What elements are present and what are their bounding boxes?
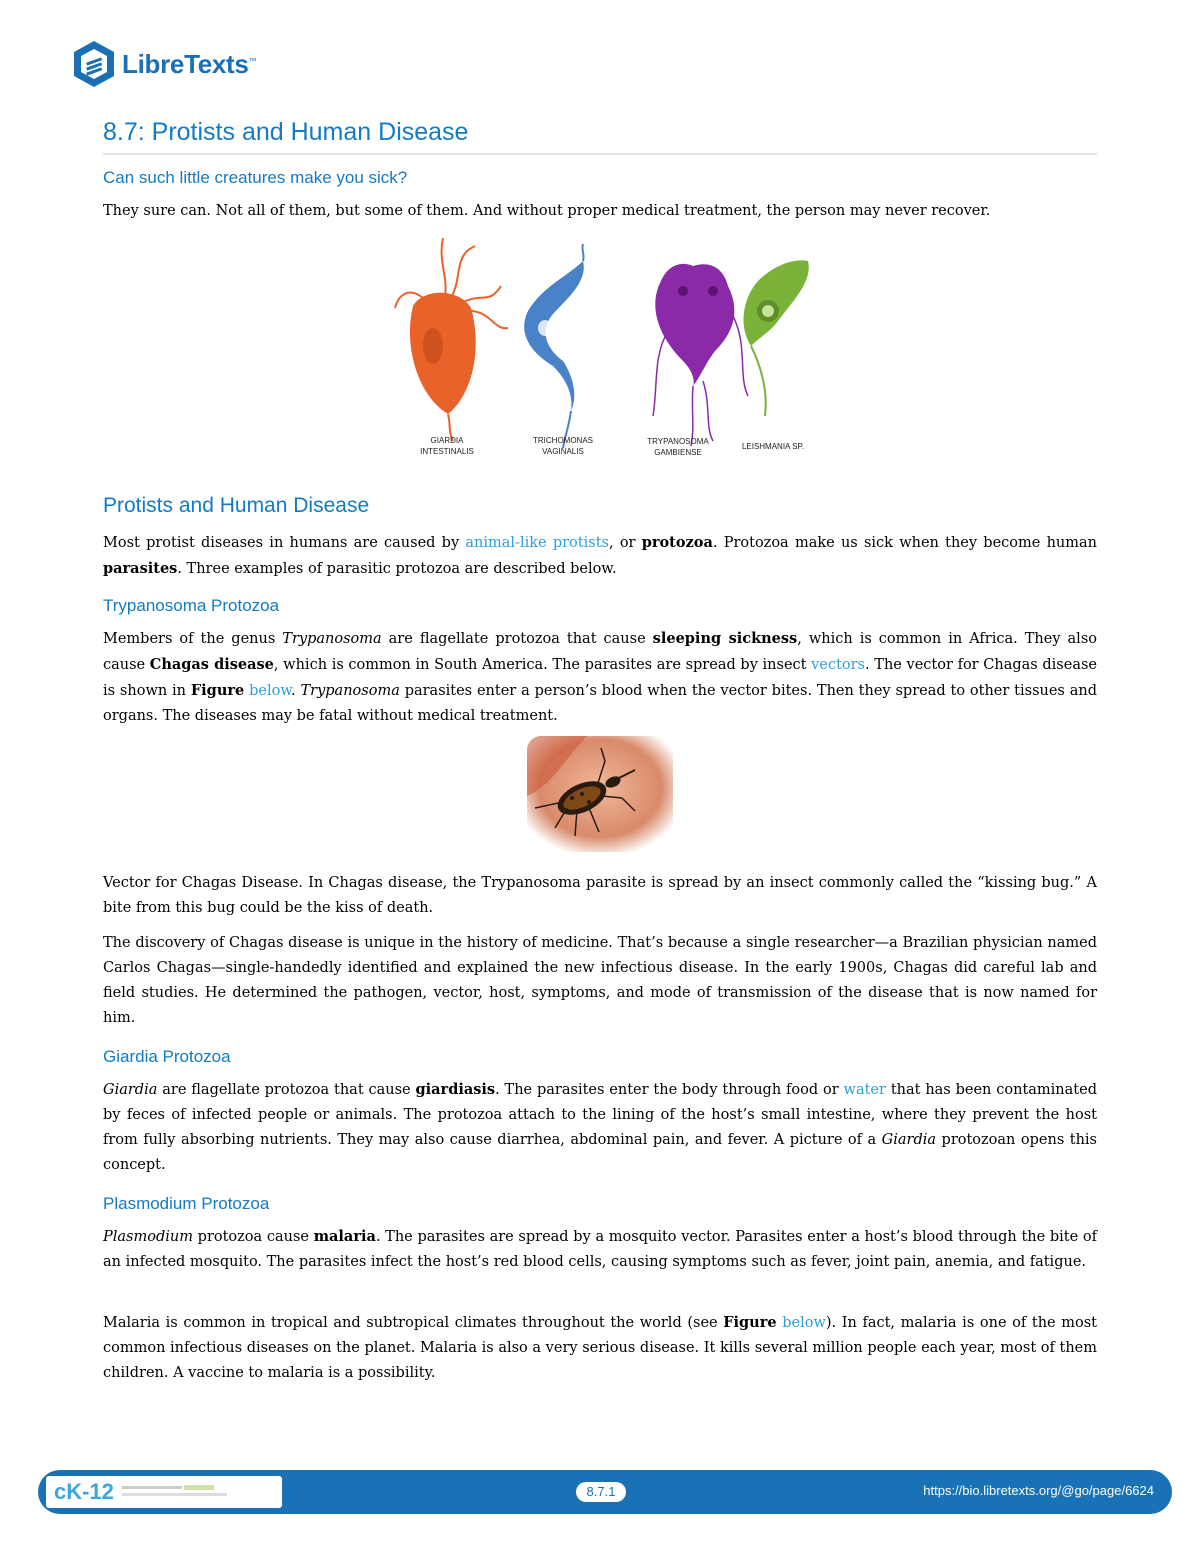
plasmodium-paragraph: Plasmodium protozoa cause malaria. The parasites are spread by a mosquito vector. Parasites enter a host’s blood through the bite of an infected mosquito. The parasites infect the host’s red blood cells, causing symptoms such as fever, joint pain, anemia, and fatigue. (103, 1228, 1098, 1270)
chagas-history-paragraph: The discovery of Chagas disease is unique in the history of medicine. That’s because a single researcher—a Brazilian physician named Carlos Chagas—single-handedly identified and explained the new infectious disease. In the early 1900s, Chagas did careful lab and field studies. He determined the pathogen, vector, host, symptoms, and mode of transmission of the disease that is now named for him. (103, 935, 1097, 1026)
figure-caption: Vector for Chagas Disease. In Chagas disease, the Trypanosoma parasite is spread by an insect commonly called the “kissing bug.” A bite from this bug could be the kiss of death. (103, 875, 1097, 916)
label-trypanosoma-1: TRYPANOSOMA (647, 437, 709, 446)
figure-below-link[interactable]: below (249, 683, 292, 699)
animal-like-protists-link[interactable]: animal-like protists (465, 535, 609, 551)
label-giardia-1: GIARDIA (430, 436, 464, 445)
page-title: 8.7: Protists and Human Disease (103, 118, 1097, 155)
protozoa-illustration (393, 236, 813, 466)
section-heading: Protists and Human Disease (103, 494, 370, 517)
page-footer (38, 1470, 1172, 1514)
vectors-link[interactable]: vectors (811, 657, 865, 673)
brand-name: LibreTexts™ (122, 48, 257, 79)
trichomonas-figure (524, 244, 584, 448)
label-trichomonas-1: TRICHOMONAS (533, 436, 593, 445)
ck12-logo: cK-12 (54, 1479, 114, 1504)
giardia-paragraph: Giardia are flagellate protozoa that cause giardiasis. The parasites enter the body through food or water that has been contaminated by feces of infected people or animals. The protozoa attach to the lining of the host’s small intestine, where they prevent the host from fully absorbing nutrients. They may also cause diarrhea, abdominal pain, and fever. A picture of a Giardia protozoan opens this concept. (103, 1081, 1097, 1173)
label-trypanosoma-2: GAMBIENSE (654, 448, 702, 457)
malaria-figure-link[interactable]: below (782, 1315, 826, 1331)
trypanosoma-figure (653, 264, 748, 446)
intro-question: Can such little creatures make you sick? (103, 168, 408, 187)
intro-answer: They sure can. Not all of them, but some of them. And without proper medical treatment, the person may never recover. (103, 203, 991, 219)
label-giardia-2: INTESTINALIS (420, 447, 474, 456)
label-trichomonas-2: VAGINALIS (542, 447, 584, 456)
giardia-figure (395, 238, 508, 441)
ck12-license-mark (122, 1484, 242, 1501)
water-link[interactable]: water (843, 1082, 886, 1098)
libretexts-hexagon-icon (72, 40, 116, 88)
trypanosoma-heading: Trypanosoma Protozoa (103, 596, 280, 615)
giardia-heading: Giardia Protozoa (103, 1047, 231, 1066)
kissing-bug-photo (527, 736, 673, 852)
page-url[interactable]: https://bio.libretexts.org/@go/page/6624 (923, 1483, 1154, 1498)
plasmodium-heading: Plasmodium Protozoa (103, 1194, 270, 1213)
malaria-paragraph: Malaria is common in tropical and subtropical climates throughout the world (see Figure below). In fact, malaria is one of the most common infectious diseases on the planet. Malaria is also a very serious disease. It kills several million people each year, most of them children. A vaccine to malaria is a possibility. (103, 1314, 1098, 1381)
libretexts-logo[interactable] (72, 40, 256, 88)
trypanosoma-paragraph: Members of the genus Trypanosoma are flagellate protozoa that cause sleeping sickness, which is common in Africa. They also cause Chagas disease, which is common in South America. The parasites are spread by insect vectors. The vector for Chagas disease is shown in Figure below. Trypanosoma parasites enter a person’s blood when the vector bites. Then they spread to other tissues and organs. The diseases may be fatal without medical treatment. (103, 630, 1097, 724)
main-content (103, 118, 1098, 1381)
leishmania-figure (744, 260, 809, 416)
page-number: 8.7.1 (576, 1482, 626, 1502)
label-leishmania: LEISHMANIA SP. (741, 442, 805, 451)
section-paragraph: Most protist diseases in humans are caused by animal-like protists, or protozoa. Protozoa make us sick when they become human parasites. Three examples of parasitic protozoa are described below. (103, 534, 1098, 577)
ck12-badge[interactable] (46, 1476, 282, 1508)
